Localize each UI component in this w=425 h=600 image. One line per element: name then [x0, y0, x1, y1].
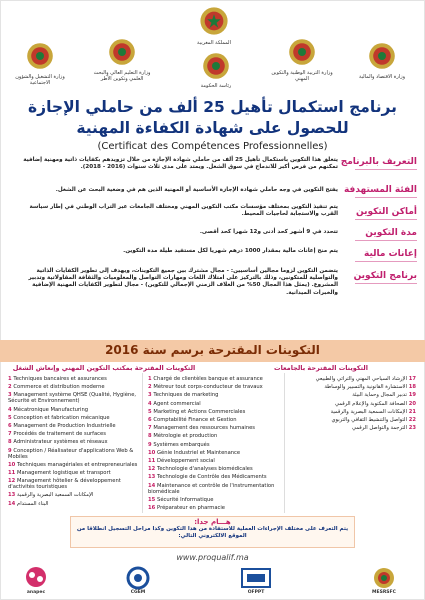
- formation-number: 2: [8, 384, 14, 391]
- formation-item: [8, 407, 138, 413]
- formation-item: [148, 474, 280, 480]
- anapec-label: anapec: [26, 590, 46, 595]
- formation-label: Management de Production Industrielle: [13, 423, 116, 429]
- formation-item: [148, 433, 280, 439]
- formation-label: Conception et fabrication mécanique: [13, 414, 110, 421]
- formation-label: Techniques bancaires et assurances: [13, 376, 107, 382]
- formation-item: [8, 478, 138, 490]
- ministry-label: وزارة التربية الوطنية والتكوين المهني: [271, 70, 333, 82]
- formation-item: [148, 458, 280, 464]
- section-label-target: الفئة المستهدفة: [343, 185, 417, 195]
- formation-label: الإمكانات السمعية البصرية والرقمية: [330, 408, 407, 415]
- formation-item: [290, 392, 416, 398]
- formation-item: [290, 417, 416, 423]
- formation-label: الاستشارة القانونية والتسيير والوساطة: [324, 384, 407, 391]
- formation-number: 5: [8, 414, 14, 421]
- formation-label: تدبير المجال وحماية البيئة: [352, 392, 407, 399]
- ministry-emblem-icon: [366, 40, 398, 72]
- program-title-line2: للحصول على شهادة الكفاءة المهنية: [76, 119, 349, 137]
- section-text-target: يفتح التكوين في وجه حاملي شهادة الإجازة الأساسية أو المهنية الذين هم في وضعية البحث عن الشغل.: [55, 187, 338, 193]
- formation-item: [8, 376, 138, 382]
- formation-number: 3: [8, 392, 14, 399]
- formation-number: 18: [406, 384, 416, 391]
- formation-number: 8: [8, 439, 14, 446]
- column-divider: [284, 373, 285, 513]
- formation-number: 13: [148, 474, 158, 481]
- section-text-places: يتم تنفيذ التكوين بمختلف مؤسسات مكتب التكوين المهني ومختلف الجامعات عبر التراب الوطني في إطار سياسة القرب والاستجابة لحاجيات المحيط.: [29, 204, 338, 218]
- formation-item: [148, 392, 280, 398]
- formation-item: [290, 376, 416, 382]
- formation-number: 20: [406, 400, 416, 407]
- formation-label: الترجمة والتواصل الرقمي: [351, 425, 407, 432]
- formation-number: 7: [8, 431, 14, 438]
- label-underline: [355, 197, 417, 198]
- formation-item: [290, 425, 416, 431]
- formation-number: 1: [8, 376, 14, 382]
- formation-label: الصحافة المكتوبة والإعلام الرقمي: [334, 400, 407, 407]
- formation-label: Maintenance et contrôle de l'instrumentation biomédicale: [148, 482, 275, 495]
- formation-label: Sécurité Informatique: [157, 496, 214, 503]
- ministry-label: وزارة الاقتصاد والمالية: [358, 74, 406, 80]
- formation-number: 4: [8, 406, 14, 413]
- formation-label: Systèmes embarqués: [153, 441, 210, 448]
- formation-label: Technologie d'analyses biomédicales: [157, 466, 253, 473]
- formation-number: 9: [8, 447, 14, 454]
- section-label-duration: مدة التكوين: [365, 228, 417, 238]
- formation-label: Développement social: [157, 458, 215, 464]
- formation-label: Génie Industriel et Maintenance: [157, 449, 241, 456]
- ministry-label: وزارة التشغيل والشؤون الاجتماعية: [15, 74, 65, 86]
- ofppt-heading: التكوينات المقترحة بمكتب التكوين المهني وإنعاش الشغل: [12, 364, 196, 372]
- formation-item: [148, 425, 280, 431]
- formation-label: Marketing et Actions Commerciales: [153, 408, 246, 415]
- formation-number: 8: [148, 433, 154, 440]
- formation-label: Procédés de traitement de surfaces: [13, 431, 106, 438]
- label-underline: [355, 219, 417, 220]
- formation-number: 22: [406, 417, 416, 423]
- formation-label: Métrologie et production: [153, 433, 218, 440]
- formation-label: Management logistique et transport: [17, 470, 111, 476]
- formation-label: الإرشاد السياحي المهني والتراثي والطبيعي: [315, 376, 407, 382]
- important-note-text: يتم التعرف على مختلف الإجراءات العملية للاستفادة من هذا التكوين وكذا مراحل التسجيل انطلاقا من الموقع الالكتروني التالي:: [76, 526, 349, 539]
- formation-item: [8, 392, 138, 404]
- formation-label: Préparateur en pharmacie: [157, 505, 226, 511]
- formation-number: 12: [148, 466, 158, 473]
- formation-number: 17: [406, 376, 416, 382]
- formation-item: [148, 466, 280, 472]
- formation-item: [148, 417, 280, 423]
- formation-item: [148, 450, 280, 456]
- formation-label: Commerce et distribution moderne: [13, 384, 105, 391]
- formation-item: [8, 470, 138, 476]
- formation-number: 1: [148, 376, 154, 382]
- formation-number: 2: [148, 384, 154, 391]
- formation-label: Mécatronique Manufacturing: [13, 406, 89, 413]
- formation-label: البناء المستدام: [17, 500, 49, 507]
- ministry-emblem-icon: [286, 36, 318, 68]
- section-label-grants: إعانات مالية: [363, 249, 417, 259]
- formation-number: 16: [148, 505, 158, 511]
- label-underline: [355, 283, 417, 284]
- section-label-definition: التعريف بالبرنامج: [340, 157, 417, 167]
- formation-label: Techniques de marketing: [153, 392, 219, 399]
- section-text-duration: تتحدد في 9 أشهر كحد أدنى و12 شهرا كحد أقصى.: [199, 229, 338, 235]
- formation-number: 15: [148, 496, 158, 503]
- formation-label: Agent commercial: [153, 400, 201, 407]
- section-label-program: برنامج التكوين: [353, 271, 417, 281]
- formation-number: 21: [406, 408, 416, 415]
- formation-item: [148, 409, 280, 415]
- formation-number: 14: [8, 500, 18, 507]
- section-text-program: يتضمن التكوين لزوما مجالين أساسيين: - مجال مشترك بين جميع التكوينات، ويهدف إلى تطوير الكفايات الذاتية والتواصلية للمتكونين، وذلك بالتركيز على امتلاك اللغات ومهارات التواصل والمعلوميات والثقافة المقاولاتية وتدبير المشروع. (يمثل هذا المجال 50% من الغلاف الزمني الإجمالي للتكوين) - مجال لتطوير الكفايات المهنية الإضافية والخبرات الميدانية.: [28, 268, 338, 296]
- formation-label: Management hôtelier & développement d'activités touristiques: [8, 478, 121, 491]
- formation-item: [148, 483, 280, 495]
- formation-item: [8, 501, 138, 507]
- ministry-emblem-icon: [106, 36, 138, 68]
- formation-label: Technologie de Contrôle des Médicaments: [157, 474, 267, 481]
- university-heading: التكوينات المقترحة بالجامعات: [274, 364, 368, 372]
- ministry-emblem-icon: [200, 50, 232, 82]
- formation-item: [148, 442, 280, 448]
- ministry-emblem-icon: [24, 40, 56, 72]
- formation-number: 6: [8, 423, 14, 429]
- formation-label: التواصل والتنشيط الثقافي والتربوي: [331, 417, 407, 423]
- formation-item: [8, 439, 138, 445]
- label-underline: [355, 240, 417, 241]
- website-link[interactable]: www.proqualif.ma: [176, 553, 249, 562]
- formation-number: 9: [148, 441, 154, 448]
- formation-number: 5: [148, 408, 154, 415]
- section-text-definition: يتعلق هذا التكوين باستكمال تأهيل 25 ألف من حاملي شهادة الإجازة من خلال تزويدهم بكفايات ذاتية ومهنية إضافية تمكنهم من فرص أكبر للاندماج في سوق الشغل. ويمتد على مدى ثلاث سنوات (2016 - 2018).: [23, 157, 338, 171]
- formation-number: 10: [148, 449, 158, 456]
- formation-number: 4: [148, 400, 154, 407]
- formation-item: [8, 415, 138, 421]
- formation-label: Chargé de clientèles banque et assurance: [153, 376, 263, 382]
- cgem-label: CGEM: [130, 590, 146, 595]
- section-label-places: أماكن التكوين: [356, 207, 417, 217]
- formation-label: Management système QHSE (Qualité, Hygiène, Sécurité et Environnement): [8, 392, 137, 405]
- formation-label: Comptabilité Finance et Gestion: [153, 417, 237, 423]
- formation-label: Métreur tout corps-conducteur de travaux: [153, 384, 263, 391]
- formation-number: 23: [406, 425, 416, 432]
- label-underline: [355, 169, 417, 170]
- section-text-grants: يتم منح إعانات مالية بمقدار 1000 درهم شهريا لكل مستفيد طيلة مدة التكوين.: [123, 248, 338, 254]
- ministry-label: رئاسة الحكومة: [200, 83, 232, 89]
- formation-label: Techniques managériales et entrepreneuriales: [17, 461, 138, 468]
- program-title: برنامج استكمال تأهيل 25 ألف من حاملي الإجازة: [28, 98, 397, 116]
- formation-number: 14: [148, 482, 158, 489]
- program-subtitle: (Certificat des Compétences Professionnelles): [97, 141, 328, 152]
- formation-number: 3: [148, 392, 154, 399]
- formation-label: Administrateur systèmes et réseaux: [13, 439, 108, 446]
- formation-number: 13: [8, 492, 18, 499]
- formation-item: [8, 448, 138, 460]
- formation-item: [8, 423, 138, 429]
- column-divider: [142, 373, 143, 513]
- formation-label: الإمكانات السمعية البصرية والرقمية: [17, 492, 94, 499]
- kingdom-label: المملكة المغربية: [197, 40, 231, 46]
- formation-item: [148, 376, 280, 382]
- formation-item: [290, 384, 416, 390]
- formation-number: 11: [148, 458, 158, 464]
- formation-item: [148, 505, 280, 511]
- formation-item: [8, 462, 138, 468]
- label-underline: [355, 261, 417, 262]
- formation-item: [148, 401, 280, 407]
- formation-item: [290, 409, 416, 415]
- formation-item: [148, 384, 280, 390]
- formation-label: Conception / Réalisateur d'applications Web & Mobiles: [8, 447, 134, 460]
- formations-title: التكوينات المقترحة برسم سنة 2016: [105, 343, 320, 357]
- ministry-label: وزارة التعليم العالي والبحث العلمي وتكوين الأطر: [93, 70, 151, 82]
- royal-emblem-icon: [196, 4, 232, 38]
- formation-label: Management des ressources humaines: [153, 425, 256, 432]
- header-logos: [6, 4, 419, 90]
- mesrsfc-label: MESRSFC: [372, 590, 396, 595]
- formation-item: [8, 492, 138, 498]
- formation-number: 7: [148, 425, 154, 432]
- important-note-title: هـــام جدا:: [194, 518, 231, 526]
- formation-number: 11: [8, 470, 18, 476]
- formation-item: [8, 384, 138, 390]
- ofppt-label: OFPPT: [247, 590, 265, 595]
- formation-item: [290, 401, 416, 407]
- formation-number: 12: [8, 478, 18, 485]
- formation-number: 10: [8, 461, 18, 468]
- formation-number: 19: [406, 392, 416, 399]
- formation-item: [148, 497, 280, 503]
- formation-number: 6: [148, 417, 154, 423]
- formation-item: [8, 431, 138, 437]
